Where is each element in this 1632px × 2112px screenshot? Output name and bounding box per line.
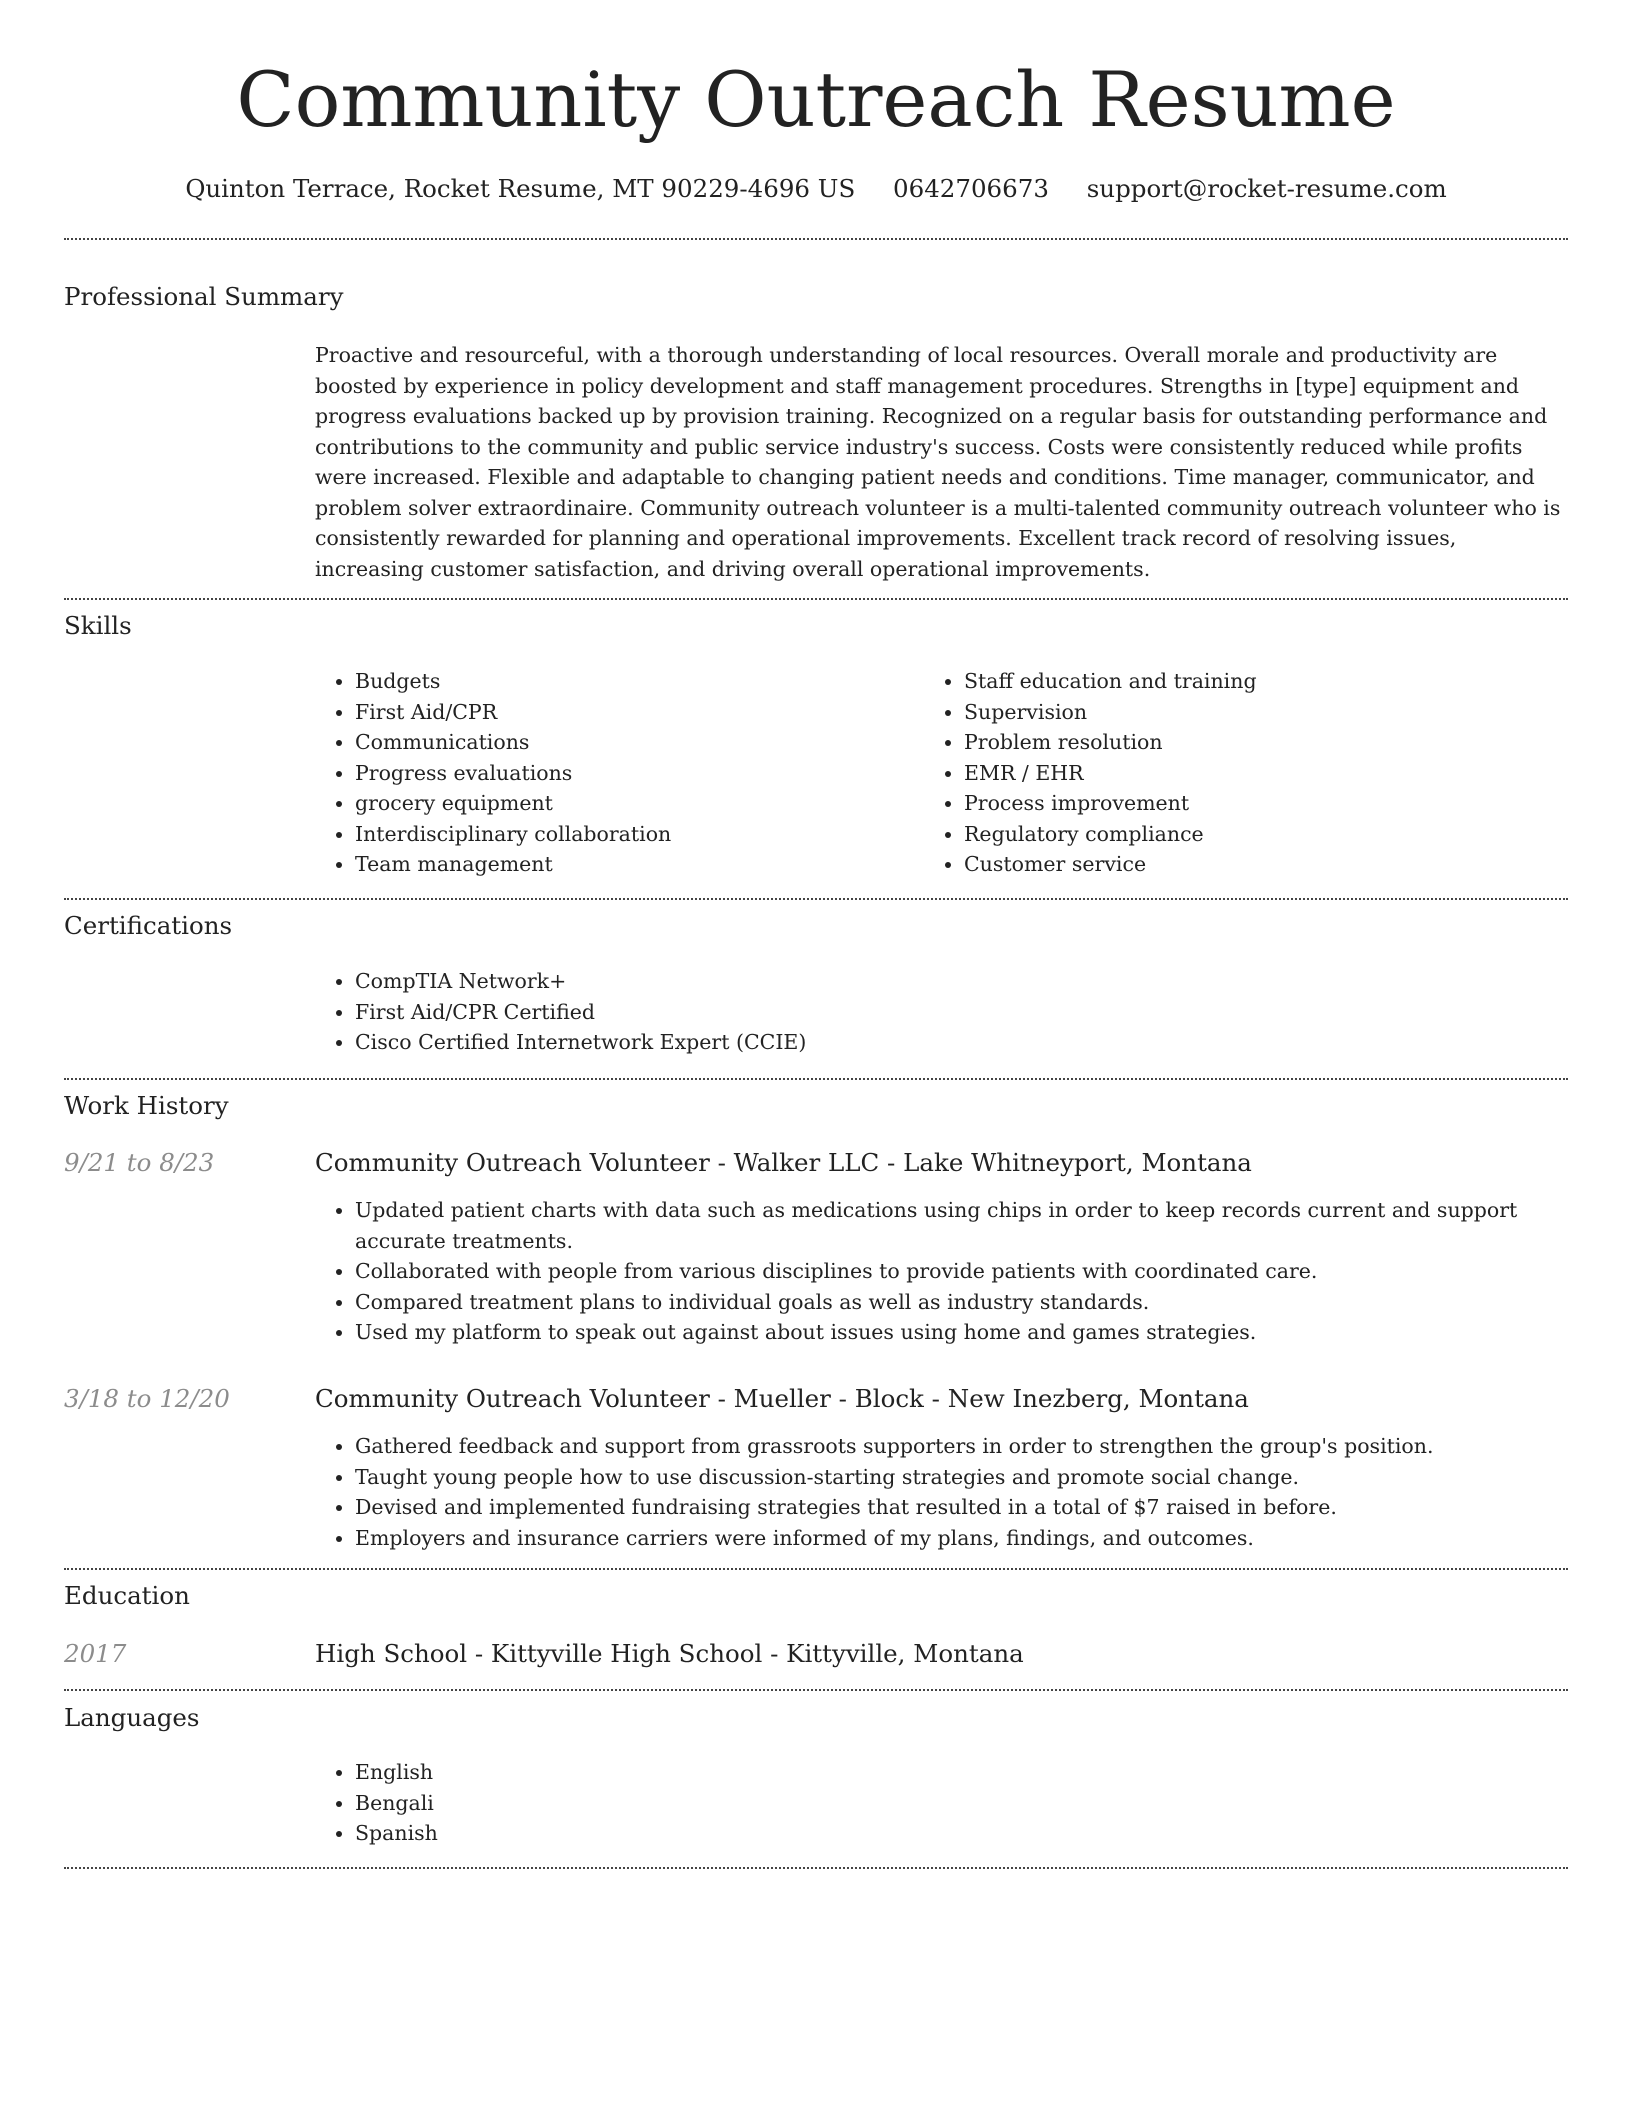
section-title-summary: Professional Summary	[64, 282, 344, 311]
job-bullet: • Devised and implemented fundraising strategies that resulted in a total of $7 raised in before.	[355, 1492, 1580, 1523]
skill-item: • Staff education and training	[964, 666, 1564, 697]
section-title-languages: Languages	[64, 1703, 200, 1732]
section-title-education: Education	[64, 1581, 190, 1610]
section-divider	[64, 1867, 1568, 1869]
skill-item: • Problem resolution	[964, 727, 1564, 758]
certifications-list	[311, 966, 1555, 1058]
contact-address: Quinton Terrace, Rocket Resume, MT 90229-4696 US	[185, 174, 856, 203]
skill-item: • Supervision	[964, 697, 1564, 728]
skill-item: • Budgets	[355, 666, 915, 697]
section-divider	[64, 1568, 1568, 1570]
certification-item: • First Aid/CPR Certified	[355, 997, 1555, 1028]
job-bullet: • Collaborated with people from various disciplines to provide patients with coordinated care.	[355, 1256, 1580, 1287]
job-dates: 9/21 to 8/23	[64, 1148, 215, 1177]
skill-item: • Interdisciplinary collaboration	[355, 819, 915, 850]
job-bullet: • Compared treatment plans to individual goals as well as industry standards.	[355, 1287, 1580, 1318]
languages-list	[311, 1757, 955, 1849]
job-bullet: • Taught young people how to use discussion-starting strategies and promote social change.	[355, 1462, 1580, 1493]
job-bullet: • Updated patient charts with data such as medications using chips in order to keep records current and support accurate treatments.	[355, 1195, 1580, 1256]
section-title-work-history: Work History	[64, 1091, 229, 1120]
skills-list-left	[311, 666, 915, 880]
language-item: • Bengali	[355, 1788, 955, 1819]
summary-text: Proactive and resourceful, with a thorough understanding of local resources. Overall morale and productivity are boosted by experience in policy development and staff management procedures. Strengths in [type] equipment and progress evaluations backed up by provision training. Recognized on a regular basis for outstanding performance and contributions to the community and public service industry's success. Costs were consistently reduced while profits were increased. Flexible and adaptable to changing patient needs and conditions. Time manager, communicator, and problem solver extraordinaire. Community outreach volunteer is a multi-talented community outreach volunteer who is consistently rewarded for planning and operational improvements. Excellent track record of resolving issues, increasing customer satisfaction, and driving overall operational improvements.	[315, 343, 1561, 581]
job-dates: 3/18 to 12/20	[64, 1384, 230, 1413]
job-bullet: • Used my platform to speak out against about issues using home and games strategies.	[355, 1317, 1580, 1348]
section-divider	[64, 238, 1568, 240]
language-item: • English	[355, 1757, 955, 1788]
contact-email: support@rocket-resume.com	[1086, 174, 1447, 203]
certification-item: • CompTIA Network+	[355, 966, 1555, 997]
job-title: Community Outreach Volunteer - Mueller - Block - New Inezberg, Montana	[315, 1384, 1249, 1413]
job-bullet: • Gathered feedback and support from grassroots supporters in order to strengthen the group's position.	[355, 1431, 1580, 1462]
skill-item: • EMR / EHR	[964, 758, 1564, 789]
certification-item: • Cisco Certified Internetwork Expert (CCIE)	[355, 1027, 1555, 1058]
skill-item: • First Aid/CPR	[355, 697, 915, 728]
contact-phone: 0642706673	[893, 174, 1049, 203]
skill-item: • Team management	[355, 849, 915, 880]
skill-item: • Progress evaluations	[355, 758, 915, 789]
skill-item: • Process improvement	[964, 788, 1564, 819]
section-divider	[64, 1078, 1568, 1080]
education-entry: High School - Kittyville High School - Kittyville, Montana	[315, 1639, 1024, 1668]
job-bullets	[311, 1431, 1580, 1553]
section-divider	[64, 1689, 1568, 1691]
job-bullet: • Employers and insurance carriers were informed of my plans, findings, and outcomes.	[355, 1523, 1580, 1554]
resume-title: Community Outreach Resume	[236, 55, 1396, 144]
skills-list-right	[920, 666, 1564, 880]
job-bullets	[311, 1195, 1580, 1348]
section-divider	[64, 598, 1568, 600]
section-title-certifications: Certifications	[64, 911, 233, 940]
skill-item: • Customer service	[964, 849, 1564, 880]
job-title: Community Outreach Volunteer - Walker LLC - Lake Whitneyport, Montana	[315, 1148, 1252, 1177]
contact-line	[0, 172, 1632, 206]
education-year: 2017	[64, 1639, 127, 1668]
section-title-skills: Skills	[64, 611, 132, 640]
section-divider	[64, 898, 1568, 900]
skill-item: • Communications	[355, 727, 915, 758]
skill-item: • grocery equipment	[355, 788, 915, 819]
skill-item: • Regulatory compliance	[964, 819, 1564, 850]
language-item: • Spanish	[355, 1818, 955, 1849]
